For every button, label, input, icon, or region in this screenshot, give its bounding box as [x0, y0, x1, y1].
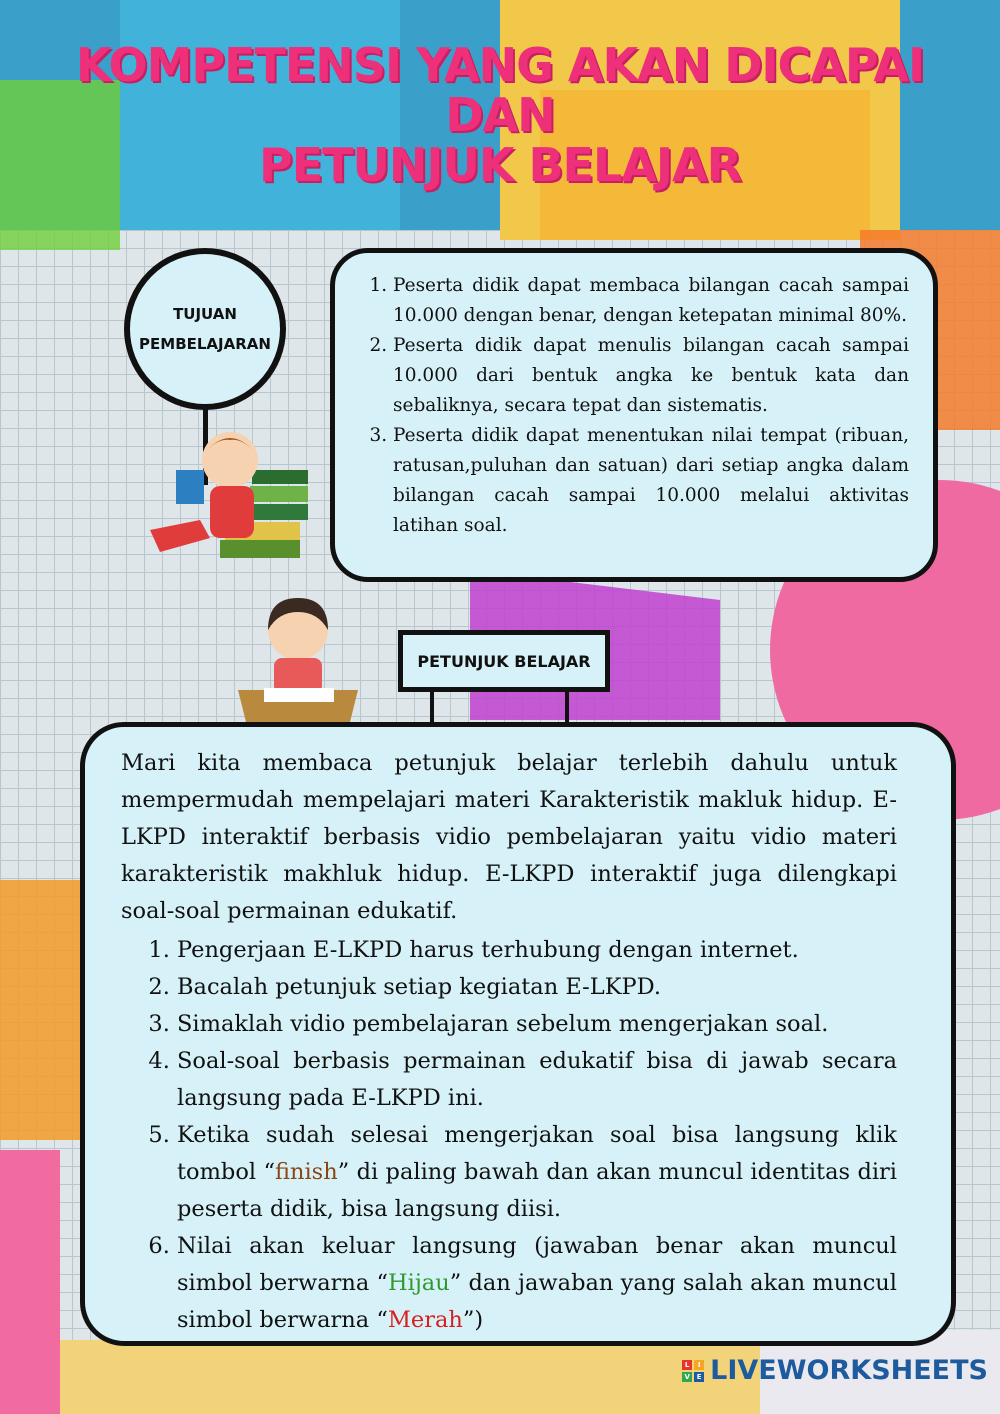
petunjuk-item: 1. Pengerjaan E-LKPD harus terhubung dengan internet. [177, 932, 897, 969]
girl-writing-illustration [228, 590, 368, 730]
petunjuk-item: 2. Bacalah petunjuk setiap kegiatan E-LKPD. [177, 969, 897, 1006]
logo-letter: V [682, 1372, 692, 1382]
petunjuk-list [121, 932, 897, 1339]
petunjuk-belajar-box [80, 722, 956, 1346]
brand-name: LIVEWORKSHEETS [710, 1355, 988, 1386]
tujuan-label-line-2: PEMBELAJARAN [139, 335, 271, 353]
tujuan-label-line-1: TUJUAN [173, 305, 237, 323]
tujuan-pembelajaran-box [330, 248, 938, 582]
title-line-3: PETUNJUK BELAJAR [258, 138, 742, 192]
liveworksheets-logo-icon [682, 1360, 704, 1382]
petunjuk-item [177, 1117, 897, 1228]
title-line-1: KOMPETENSI YANG AKAN DICAPAI [75, 38, 925, 92]
petunjuk-item: 3. Simaklah vidio pembelajaran sebelum mengerjakan soal. [177, 1006, 897, 1043]
tujuan-item: 1. Peserta didik dapat membaca bilangan cacah sampai 10.000 dengan benar, dengan ketepatan minimal 80%. [393, 271, 909, 331]
tujuan-item: 2. Peserta didik dapat menulis bilangan cacah sampai 10.000 dari bentuk angka ke bentuk kata dan sebaliknya, secara tepat dan sistematis. [393, 331, 909, 421]
girl-reading-illustration [140, 420, 310, 580]
logo-letter: I [694, 1360, 704, 1370]
title-line-2: DAN [445, 88, 555, 142]
item5-text-after: ” di paling bawah dan akan muncul identitas diri peserta didik, bisa langsung diisi. [177, 1159, 897, 1222]
tujuan-label-circle [124, 248, 286, 410]
tujuan-list [371, 271, 909, 541]
item6-text-part2: ” dan jawaban yang salah akan muncul simbol berwarna “ [177, 1270, 897, 1333]
item6-text-part1: Nilai akan keluar langsung (jawaban benar akan muncul simbol berwarna “ [177, 1233, 897, 1296]
petunjuk-item [177, 1228, 897, 1339]
item6-text-part3: ”) [462, 1307, 484, 1333]
logo-letter: L [682, 1360, 692, 1370]
hijau-keyword: Hijau [388, 1270, 450, 1296]
finish-keyword: finish [274, 1159, 338, 1185]
petunjuk-item: 4. Soal-soal berbasis permainan edukatif bisa di jawab secara langsung pada E-LKPD ini. [177, 1043, 897, 1117]
liveworksheets-footer [682, 1355, 988, 1386]
item5-text-before: Ketika sudah selesai mengerjakan soal bisa langsung klik tombol “ [177, 1122, 897, 1185]
tujuan-item: 3. Peserta didik dapat menentukan nilai tempat (ribuan, ratusan,puluhan dan satuan) dari setiap angka dalam bilangan cacah sampai 10.000 melalui aktivitas latihan soal. [393, 421, 909, 541]
page-title [0, 40, 1000, 190]
logo-letter: E [694, 1372, 704, 1382]
petunjuk-label: PETUNJUK BELAJAR [417, 651, 591, 671]
petunjuk-label-box [398, 630, 610, 692]
merah-keyword: Merah [387, 1307, 463, 1333]
petunjuk-intro: Mari kita membaca petunjuk belajar terlebih dahulu untuk mempermudah mempelajari materi Karakteristik makluk hidup. E-LKPD interaktif berbasis vidio pembelajaran yaitu vidio materi karakteristik makhluk hidup. E-LKPD interaktif juga dilengkapi soal-soal permainan edukatif. [121, 750, 897, 924]
